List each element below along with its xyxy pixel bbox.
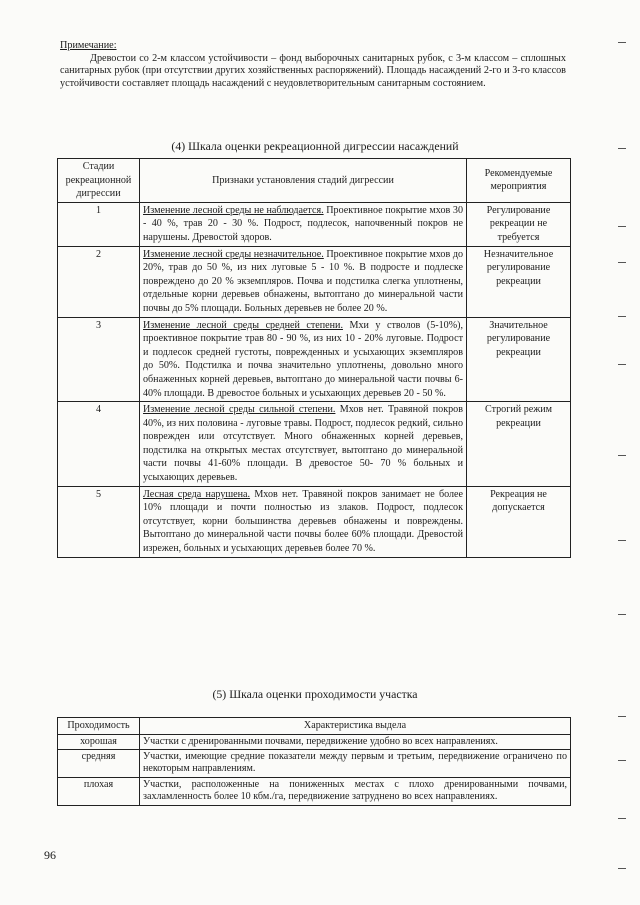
scan-mark bbox=[618, 42, 626, 43]
note-title: Примечание: bbox=[60, 40, 117, 51]
passability-level: плохая bbox=[58, 777, 140, 805]
scan-mark bbox=[618, 148, 626, 149]
table1-caption: (4) Шкала оценки рекреационной дигрессии насаждений bbox=[171, 139, 459, 153]
scan-mark bbox=[618, 868, 626, 869]
scan-mark bbox=[618, 614, 626, 615]
stage-measure: Значительное регулирование рекреации bbox=[467, 317, 571, 402]
stage-details: Мхов нет. Травяной покров 40%, из них половина - луговые травы. Подрост, подлесок редкий, сильно поврежден или отсутствует. Много обнаженных корней деревьев, подстилка на открытых местах отсутствует, вытоптано до минеральной части почвы 41-60% площади. В древостое 50- 70 % больных и усыхающих деревьев. bbox=[143, 404, 463, 484]
stage-description bbox=[140, 202, 467, 246]
stage-number: 3 bbox=[58, 317, 140, 402]
passability-level: средняя bbox=[58, 750, 140, 778]
table-row bbox=[58, 777, 571, 805]
scan-mark bbox=[618, 716, 626, 717]
stage-description bbox=[140, 317, 467, 402]
stage-details: Проективное покрытие мхов 30 - 40 %, трав 20 - 30 %. Подрост, подлесок, напочвенный покров не нарушены. Древостой здоров. bbox=[143, 204, 463, 243]
scan-mark bbox=[618, 316, 626, 317]
scan-mark bbox=[618, 364, 626, 365]
stage-title: Изменение лесной среды незначительное. bbox=[143, 248, 324, 260]
table-row bbox=[58, 750, 571, 778]
note-block bbox=[60, 40, 566, 90]
stage-measure: Рекреация не допускается bbox=[467, 486, 571, 557]
stage-title: Изменение лесной среды средней степени. bbox=[143, 319, 343, 331]
stage-number: 1 bbox=[58, 202, 140, 246]
header-signs: Признаки установления стадий дигрессии bbox=[140, 159, 467, 203]
table-row bbox=[58, 402, 571, 487]
stage-description bbox=[140, 246, 467, 317]
stage-number: 2 bbox=[58, 246, 140, 317]
table-row bbox=[58, 317, 571, 402]
page-number: 96 bbox=[44, 848, 56, 862]
stage-title: Изменение лесной среды не наблюдается. bbox=[143, 204, 324, 216]
passability-description: Участки, расположенные на пониженных местах с плохо дренированными почвами, захламленность более 10 кбм./га, передвижение затруднено во всех направлениях. bbox=[140, 777, 571, 805]
passability-table bbox=[57, 717, 571, 806]
passability-description: Участки, имеющие средние показатели между первым и третьим, передвижение ограничено по некоторым направлениям. bbox=[140, 750, 571, 778]
table-row bbox=[58, 202, 571, 246]
stage-details: Мхи у стволов (5-10%), проективное покрытие трав 80 - 90 %, из них 10 - 20% луговые. Подрост и подлесок средней густоты, поврежденных и усыхающих экземпляров до 50%. Подстилка и почва значительно уплотнены, довольно много обнаженных корней деревьев, вытоптано до минеральной части почвы 6-40% площади. В древостое больных и усыхающих деревьев 20 - 50 %. bbox=[143, 319, 463, 399]
stage-description bbox=[140, 402, 467, 487]
stage-number: 5 bbox=[58, 486, 140, 557]
stage-details: Проективное покрытие мхов до 20%, трав до 50 %, из них луговые 5 - 10 %. В подросте и подлеске повреждено до 20 % экземпляров. Почва и подстилка слегка уплотнены, отдельные корни деревьев обнажены, вытоптано до минеральной части почвы до 5% площади. Больных деревьев не более 20 %. bbox=[143, 248, 463, 314]
scan-mark bbox=[618, 540, 626, 541]
scan-mark bbox=[618, 760, 626, 761]
stage-measure: Строгий режим рекреации bbox=[467, 402, 571, 487]
recreational-digression-table bbox=[57, 158, 571, 558]
header-measures: Рекомендуемые мероприятия bbox=[467, 159, 571, 203]
table-row bbox=[58, 246, 571, 317]
note-text: Древостои со 2-м классом устойчивости – фонд выборочных санитарных рубок, с 3-м классом – сплошных санитарных рубок (при отсутствии других хозяйственных распоряжений). Площадь насаждений 2-го и 3-го классов устойчивости составляет площадь насаждений с неудовлетворительным санитарным состоянием. bbox=[60, 52, 566, 89]
table-row bbox=[58, 486, 571, 557]
stage-measure: Незначительное регулирование рекреации bbox=[467, 246, 571, 317]
stage-description bbox=[140, 486, 467, 557]
table2-caption: (5) Шкала оценки проходимости участка bbox=[212, 687, 418, 701]
passability-description: Участки с дренированными почвами, передвижение удобно во всех направлениях. bbox=[140, 734, 571, 749]
stage-title: Лесная среда нарушена. bbox=[143, 488, 251, 500]
stage-number: 4 bbox=[58, 402, 140, 487]
stage-details: Мхов нет. Травяной покров занимает не более 10% площади и почти полностью из злаков. Подрост, подлесок отсутствует, корни большинства деревьев обнажены и повреждены. Вытоптано до минеральной части почвы более 60% площади. Древостой изрежен, больных и усыхающих деревьев более 70 %. bbox=[143, 488, 463, 555]
header-characteristic: Характеристика выдела bbox=[140, 718, 571, 735]
table-header-row bbox=[58, 718, 571, 735]
table-header-row bbox=[58, 159, 571, 203]
header-passability: Проходимость bbox=[58, 718, 140, 735]
passability-level: хорошая bbox=[58, 734, 140, 749]
header-stage: Стадии рекреационной дигрессии bbox=[58, 159, 140, 203]
stage-measure: Регулирование рекреации не требуется bbox=[467, 202, 571, 246]
table-row bbox=[58, 734, 571, 749]
scan-mark bbox=[618, 262, 626, 263]
scan-mark bbox=[618, 818, 626, 819]
scan-mark bbox=[618, 226, 626, 227]
scan-mark bbox=[618, 455, 626, 456]
stage-title: Изменение лесной среды сильной степени. bbox=[143, 404, 336, 416]
